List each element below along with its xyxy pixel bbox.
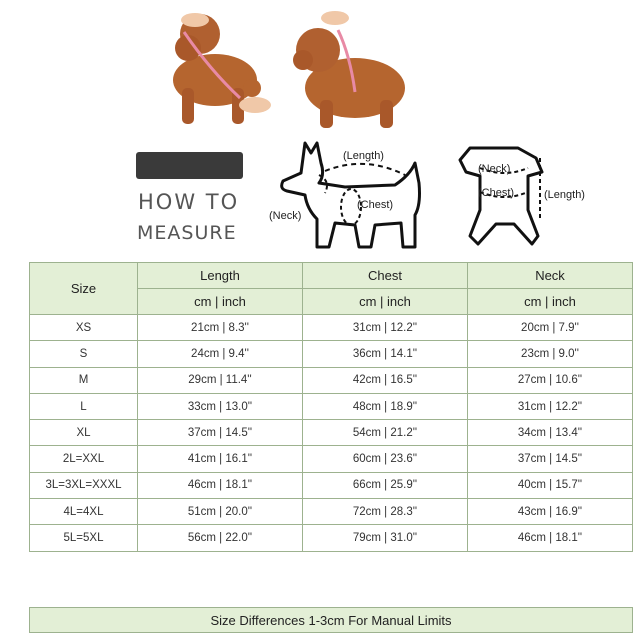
size-cell: L [30,393,138,419]
chest-cell: 42cm | 16.5'' [303,367,468,393]
right-dog-image [293,11,405,128]
side-chest-label: (Chest) [357,199,394,211]
length-cell: 56cm | 22.0'' [138,525,303,551]
length-cell: 37cm | 14.5'' [138,420,303,446]
size-chart-table [29,262,633,552]
chest-cell: 54cm | 21.2'' [303,420,468,446]
neck-cell: 31cm | 12.2'' [468,393,633,419]
table-row [30,341,633,367]
size-column-header: Size [30,263,138,315]
size-cell: 2L=XXL [30,446,138,472]
neck-cell: 37cm | 14.5'' [468,446,633,472]
neck-cell: 34cm | 13.4'' [468,420,633,446]
length-cell: 24cm | 9.4'' [138,341,303,367]
length-column-header: Length [138,263,303,289]
chest-cell: 66cm | 25.9'' [303,472,468,498]
chest-cell: 60cm | 23.6'' [303,446,468,472]
how-to-heading: HOW TO [138,190,240,214]
neck-cell: 40cm | 15.7'' [468,472,633,498]
chest-cell: 31cm | 12.2'' [303,315,468,341]
dog-top-view-diagram [440,140,610,255]
chest-column-header: Chest [303,263,468,289]
measure-heading: MEASURE [137,222,237,244]
neck-column-header: Neck [468,263,633,289]
chest-cell: 79cm | 31.0'' [303,525,468,551]
table-row [30,472,633,498]
length-cell: 33cm | 13.0'' [138,393,303,419]
chest-cell: 48cm | 18.9'' [303,393,468,419]
neck-cell: 20cm | 7.9'' [468,315,633,341]
side-neck-label: (Neck) [269,210,302,222]
table-row [30,367,633,393]
table-row [30,420,633,446]
side-length-label: (Length) [343,150,384,162]
size-cell: 5L=5XL [30,525,138,551]
top-length-label: (Length) [544,189,585,201]
length-cell: 29cm | 11.4'' [138,367,303,393]
neck-cell: 43cm | 16.9'' [468,499,633,525]
top-chest-label: (Chest) [478,187,515,199]
table-row [30,315,633,341]
size-cell: M [30,367,138,393]
top-neck-label: (Neck) [478,163,511,175]
length-cell: 41cm | 16.1'' [138,446,303,472]
left-dog-image [173,13,271,124]
neck-cell: 27cm | 10.6'' [468,367,633,393]
chest-cell: 72cm | 28.3'' [303,499,468,525]
table-row [30,393,633,419]
length-unit-header: cm | inch [138,289,303,315]
length-cell: 46cm | 18.1'' [138,472,303,498]
neck-unit-header: cm | inch [468,289,633,315]
chest-unit-header: cm | inch [303,289,468,315]
neck-cell: 46cm | 18.1'' [468,525,633,551]
length-cell: 51cm | 20.0'' [138,499,303,525]
size-difference-note: Size Differences 1-3cm For Manual Limits [29,607,633,633]
table-header-row [30,263,633,289]
dog-measuring-photo [140,0,440,135]
size-cell: XS [30,315,138,341]
size-cell: XL [30,420,138,446]
table-row [30,499,633,525]
how-to-banner-bar [136,152,243,179]
size-cell: S [30,341,138,367]
size-cell: 3L=3XL=XXXL [30,472,138,498]
length-cell: 21cm | 8.3'' [138,315,303,341]
table-row [30,446,633,472]
size-cell: 4L=4XL [30,499,138,525]
table-row [30,525,633,551]
chest-cell: 36cm | 14.1'' [303,341,468,367]
dog-side-view-diagram [265,135,435,255]
neck-cell: 23cm | 9.0'' [468,341,633,367]
